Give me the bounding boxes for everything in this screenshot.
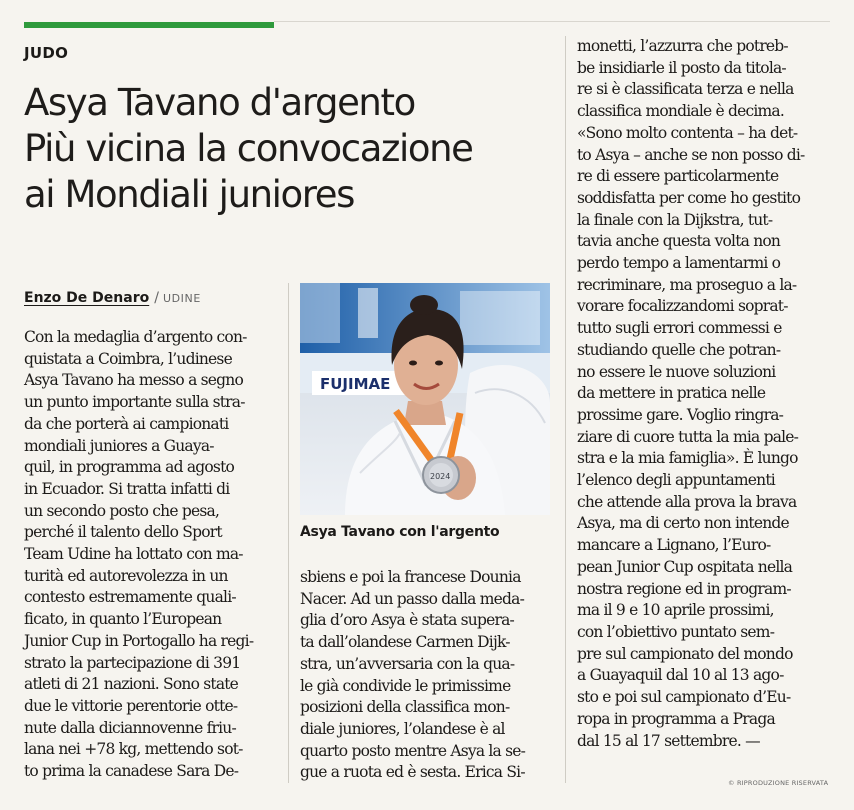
article-line: dal 15 al 17 settembre. — (577, 731, 760, 750)
article-line: strato la partecipazione di 391 (24, 653, 241, 672)
article-line: recriminare, ma proseguo a la- (577, 275, 797, 294)
body-column-3 (577, 36, 804, 752)
article-line: perdo tempo a lamentarmi o (577, 254, 781, 273)
column-divider (288, 283, 289, 783)
article-line: tavia anche questa volta non (577, 232, 781, 251)
article-line: stra, un’avversaria con la qua- (300, 654, 515, 673)
article-line: ma il 9 e 10 aprile prossimi, (577, 601, 774, 620)
headline (24, 80, 564, 218)
article-line: re di essere particolarmente (577, 167, 779, 186)
headline-line: Asya Tavano d'argento (24, 81, 415, 124)
article-line: ficato, in quanto l’European (24, 610, 222, 629)
byline-separator: / (154, 290, 159, 306)
article-line: pre sul campionato del mondo (577, 644, 793, 663)
article-line: Asya, ma di certo non intende (577, 514, 789, 533)
article-line: Con la medaglia d’argento con- (24, 328, 247, 346)
article-line: pean Junior Cup ospitata nella (577, 557, 793, 576)
article-line: to Asya – anche se non posso di- (577, 145, 805, 164)
athlete-photo (300, 283, 550, 515)
byline (24, 290, 201, 306)
article-line: stra e la mia famiglia». È lungo (577, 449, 798, 468)
article-line: classifica mondiale è decima. (577, 102, 784, 121)
article-line: a Guayaquil dal 10 al 13 ago- (577, 666, 784, 685)
headline-line: ai Mondiali juniores (24, 173, 355, 216)
article-line: turità ed autorevolezza in un (24, 566, 228, 585)
article-line: da che porterà ai campionati (24, 414, 229, 433)
article-line: Team Udine ha lottato con ma- (24, 545, 243, 564)
article-line: to prima la canadese Sara De- (24, 762, 239, 781)
photo-caption: Asya Tavano con l'argento (300, 524, 500, 540)
body-column-2 (300, 567, 525, 784)
article-line: le già condivide le primissime (300, 676, 511, 695)
top-rule (274, 21, 830, 22)
banner-text: FUJIMAE (320, 375, 391, 393)
article-line: nute dalla diciannovenne friu- (24, 718, 236, 737)
article-line: ropa in programma a Praga (577, 709, 775, 728)
section-label: JUDO (24, 44, 69, 62)
athlete-photo-illustration (300, 283, 550, 515)
copyright-notice: © RIPRODUZIONE RISERVATA (728, 779, 829, 787)
article-line: quarto posto mentre Asya la se- (300, 741, 526, 760)
article-line: prossime gare. Voglio ringra- (577, 405, 784, 424)
body-column-1 (24, 327, 253, 783)
article-line: mancare a Lignano, l’Euro- (577, 536, 771, 555)
article-line: lana nei +78 kg, mettendo sot- (24, 740, 243, 759)
column-divider (565, 36, 566, 783)
article-line: un punto importante sulla stra- (24, 393, 245, 412)
article-line: ziare di cuore tutta la mia pale- (577, 427, 799, 446)
article-line: due le vittorie perentorie otte- (24, 696, 238, 715)
article-line: contesto estremamente quali- (24, 588, 236, 607)
article-line: Nacer. Ad un passo dalla meda- (300, 589, 525, 608)
article-line: no essere le nuove soluzioni (577, 362, 776, 381)
article-line: quistata a Coimbra, l’udinese (24, 349, 232, 368)
article-line: perché il talento dello Sport (24, 523, 222, 542)
article-line: l’elenco degli appuntamenti (577, 471, 775, 490)
article-line: sto e poi sul campionato d’Eu- (577, 688, 791, 707)
article-line: soddisfatta per come ho gestito (577, 188, 801, 207)
byline-place: UDINE (162, 292, 201, 305)
article-line: tutto sugli errori commessi e (577, 319, 782, 338)
author-name: Enzo De Denaro (24, 290, 150, 306)
article-line: posizioni della classifica mon- (300, 698, 510, 717)
article-line: mondiali juniores a Guaya- (24, 436, 214, 455)
article-line: nostra regione ed in program- (577, 579, 791, 598)
article-line: Junior Cup in Portogallo ha regi- (24, 631, 254, 650)
article-line: vorare focalizzandomi soprat- (577, 297, 788, 316)
article-line: atleti di 21 nazioni. Sono state (24, 675, 239, 694)
article-line: sbiens e poi la francese Dounia (300, 568, 521, 586)
article-line: gue a ruota ed è sesta. Erica Si- (300, 763, 525, 782)
section-accent-bar (24, 22, 274, 28)
article-line: quil, in programma ad agosto (24, 458, 235, 477)
headline-line: Più vicina la convocazione (24, 127, 473, 170)
article-line: ta dall’olandese Carmen Dijk- (300, 633, 510, 652)
article-line: che attende alla prova la brava (577, 492, 797, 511)
article-line: diale juniores, l’olandese è al (300, 719, 505, 738)
article-line: be insidiarle il posto da titola- (577, 58, 786, 77)
article-line: un secondo posto che pesa, (24, 501, 220, 520)
article-line: studiando quelle che potran- (577, 340, 781, 359)
article-line: re si è classificata terza e nella (577, 80, 794, 99)
article-line: da mettere in pratica nelle (577, 384, 766, 403)
article-line: in Ecuador. Si tratta infatti di (24, 479, 230, 498)
article-line: monetti, l’azzurra che potreb- (577, 37, 788, 55)
article-line: con l’obiettivo puntato sem- (577, 622, 775, 641)
article-line: Asya Tavano ha messo a segno (24, 371, 244, 390)
medal-text: 2024 (430, 472, 451, 481)
article-line: «Sono molto contenta – ha det- (577, 123, 798, 142)
article-line: la finale con la Dijkstra, tut- (577, 210, 773, 229)
article-line: glia d’oro Asya è stata supera- (300, 611, 514, 630)
